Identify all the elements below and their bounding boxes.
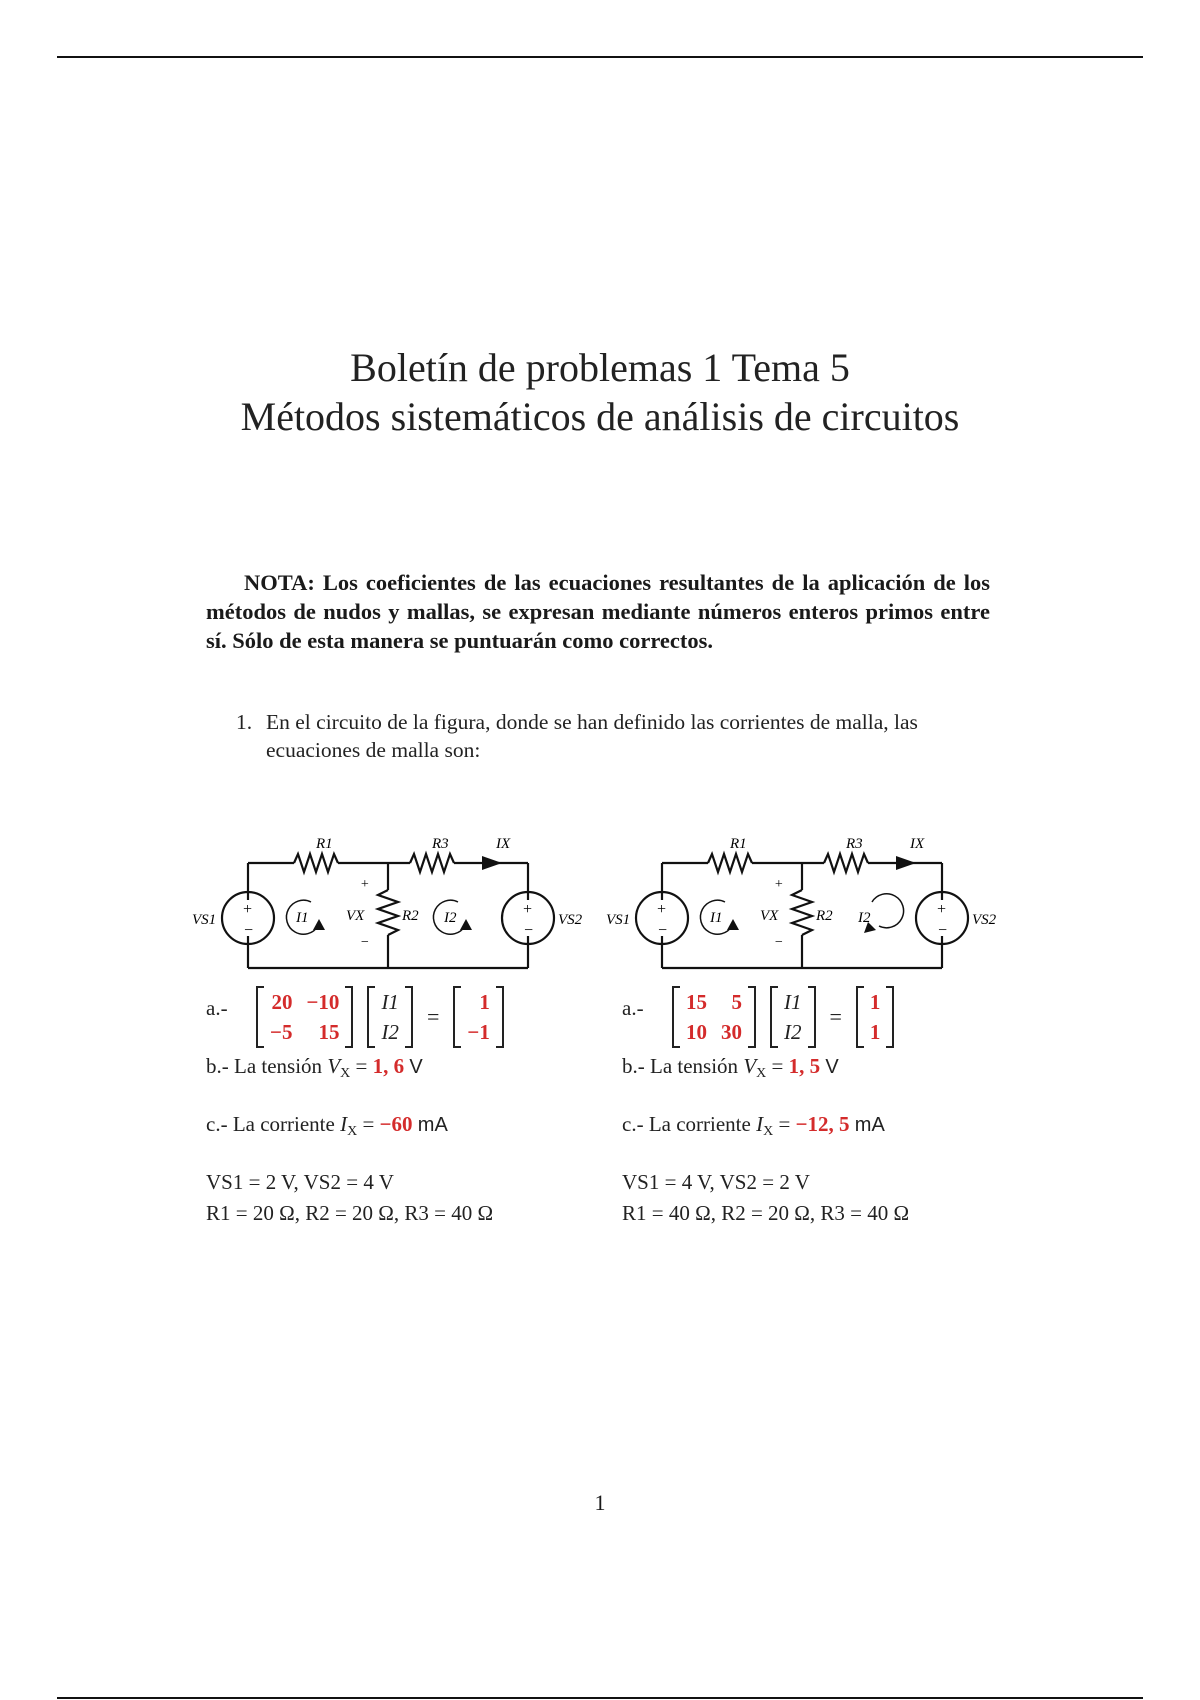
matrix-equation — [256, 986, 504, 1048]
vs1-minus-label: − — [657, 922, 668, 939]
matrix-cell: 5 — [731, 990, 742, 1014]
page-title-line2: Métodos sistemáticos de análisis de circuitos — [240, 394, 960, 439]
resistor-values: R1 = 20 Ω, R2 = 20 Ω, R3 = 40 Ω — [206, 1201, 494, 1225]
matrix-cell: 30 — [721, 1020, 742, 1044]
answer-a-label: a.- — [622, 996, 644, 1020]
source-values: VS1 = 4 V, VS2 = 2 V — [622, 1170, 810, 1194]
vs1-minus-label: − — [243, 922, 254, 939]
bottom-rule — [57, 1697, 1143, 1699]
circuit-diagram-left — [192, 818, 592, 973]
vs2-minus-label: − — [523, 922, 534, 939]
ix-label: IX — [910, 836, 925, 852]
matrix-cell: 15 — [318, 1020, 340, 1044]
vs2-plus-label: + — [522, 901, 533, 918]
coefficient-matrix — [672, 986, 756, 1048]
vector-cell: I1 — [381, 990, 399, 1014]
vs2-label: VS2 — [972, 912, 997, 928]
problem-1 — [236, 708, 990, 764]
answer-b: b.- La tensión $V_X = 1$, 5 V — [622, 1054, 839, 1081]
vx-plus-label: + — [774, 877, 784, 892]
answer-c: c.- La corriente $I_X = -12$, 5 mA — [622, 1112, 885, 1139]
vector-cell: −1 — [467, 1020, 490, 1044]
vx-plus-label: + — [360, 877, 370, 892]
vs2-label: VS2 — [558, 912, 583, 928]
i2-label: I2 — [858, 910, 871, 926]
problem-text: En el circuito de la figura, donde se han definido las corrientes de malla, las ecuaciones de malla son: — [266, 710, 918, 762]
r2-label: R2 — [402, 908, 419, 924]
answer-b-value: 1, 5 — [788, 1054, 821, 1078]
answer-c-value: −12, 5 — [795, 1112, 850, 1136]
r3-label: R3 — [846, 836, 863, 852]
vector-cell: 1 — [869, 990, 881, 1014]
source-values: VS1 = 2 V, VS2 = 4 V — [206, 1170, 394, 1194]
vector-cell: 1 — [869, 1020, 881, 1044]
answer-a-label: a.- — [206, 996, 228, 1020]
i1-label: I1 — [710, 910, 723, 926]
answer-b-value: 1, 6 — [372, 1054, 405, 1078]
r1-label: R1 — [730, 836, 747, 852]
answer-c-value: −60 — [379, 1112, 413, 1136]
vs1-label: VS1 — [606, 912, 631, 928]
page-title-line1: Boletín de problemas 1 Tema 5 — [350, 345, 850, 390]
problem-number: 1. — [236, 710, 253, 734]
matrix-cell: 10 — [686, 1020, 707, 1044]
i1-label: I1 — [296, 910, 309, 926]
vector-cell: I2 — [381, 1020, 399, 1044]
variable-vector — [367, 986, 413, 1048]
note-paragraph: NOTA: Los coeficientes de las ecuaciones resultantes de la aplicación de los métodos de nudos y mallas, se expresan mediante números enteros primos entre sí. Sólo de esta manera se puntuarán como correctos. — [206, 570, 990, 653]
vx-label: VX — [760, 908, 779, 924]
vector-cell: I2 — [784, 1020, 802, 1044]
page-number: 1 — [594, 1490, 606, 1515]
vs1-plus-label: + — [656, 901, 667, 918]
vx-label: VX — [346, 908, 365, 924]
vector-cell: I1 — [784, 990, 802, 1014]
i2-label: I2 — [444, 910, 457, 926]
matrix-cell: 15 — [686, 990, 707, 1014]
matrix-cell: −5 — [270, 1020, 293, 1044]
vx-minus-label: − — [360, 935, 370, 950]
vx-minus-label: − — [774, 935, 784, 950]
top-rule — [57, 56, 1143, 58]
answer-b: b.- La tensión $V_X = 1$, 6 V — [206, 1054, 423, 1081]
vs1-label: VS1 — [192, 912, 217, 928]
r1-label: R1 — [316, 836, 333, 852]
rhs-vector — [856, 986, 895, 1048]
rhs-vector — [453, 986, 503, 1048]
vs1-plus-label: + — [242, 901, 253, 918]
circuit-diagram-right — [606, 818, 1006, 973]
variable-vector — [770, 986, 816, 1048]
ix-label: IX — [496, 836, 511, 852]
equals-sign: = — [426, 1004, 440, 1029]
vs2-minus-label: − — [937, 922, 948, 939]
vs2-plus-label: + — [936, 901, 947, 918]
r2-label: R2 — [816, 908, 833, 924]
equals-sign: = — [829, 1004, 842, 1029]
r3-label: R3 — [432, 836, 449, 852]
coefficient-matrix — [256, 986, 353, 1048]
resistor-values: R1 = 40 Ω, R2 = 20 Ω, R3 = 40 Ω — [622, 1201, 910, 1225]
matrix-cell: 20 — [271, 990, 293, 1014]
answer-c: c.- La corriente $I_X = -60$ mA — [206, 1112, 448, 1139]
vector-cell: 1 — [479, 990, 490, 1014]
matrix-equation — [672, 986, 894, 1048]
matrix-cell: −10 — [306, 990, 340, 1014]
